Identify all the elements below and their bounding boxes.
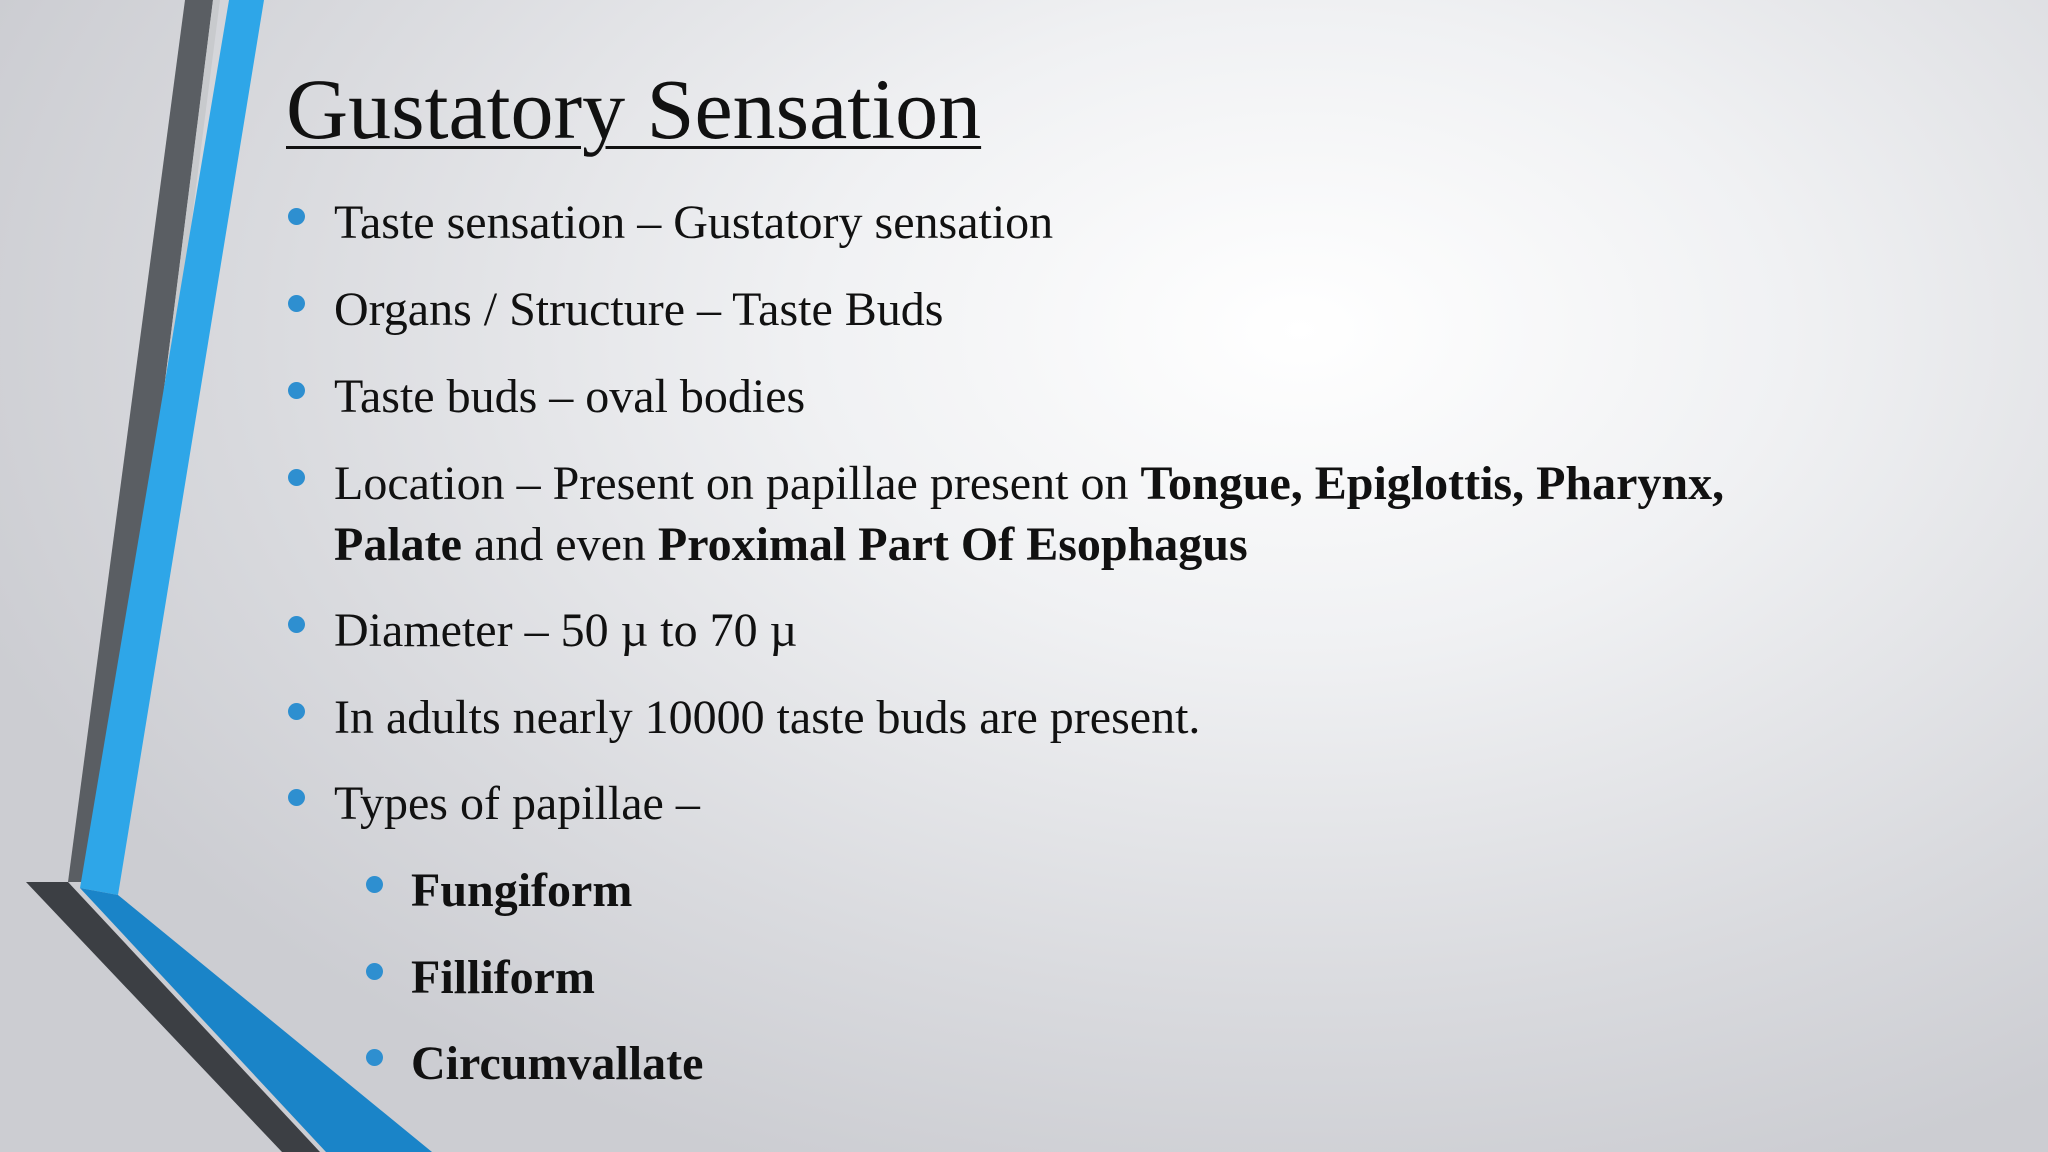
bullet-dot-icon — [366, 963, 383, 980]
bullet-item — [334, 687, 1200, 748]
bullet-bold-esophagus: Proximal Part Of Esophagus — [657, 518, 1248, 571]
sub-bullet-item — [411, 860, 632, 921]
sub-bullet-item — [411, 947, 595, 1008]
bullet-dot-icon — [288, 703, 305, 720]
bullet-dot-icon — [288, 616, 305, 633]
bullet-dot-icon — [366, 876, 383, 893]
bullet-dot-icon — [288, 469, 305, 486]
bullet-text: Types of papillae – — [334, 777, 700, 830]
bullet-dot-icon — [288, 382, 305, 399]
bullet-item — [334, 600, 797, 661]
bullet-item — [334, 366, 805, 427]
bullet-dot-icon — [288, 208, 305, 225]
bullet-item — [334, 192, 1053, 253]
bullet-dot-icon — [366, 1049, 383, 1066]
bullet-text-prefix: Location – Present on papillae present on — [334, 457, 1141, 510]
bullet-item-location — [334, 453, 1724, 575]
bullet-text: In adults nearly 10000 taste buds are present. — [334, 691, 1201, 744]
bullet-bold-organs: Tongue, Epiglottis, Pharynx, — [1140, 457, 1725, 510]
sub-bullet-text: Circumvallate — [411, 1037, 704, 1090]
bullet-text: Taste sensation – Gustatory sensation — [334, 196, 1054, 249]
bullet-text: Taste buds – oval bodies — [334, 370, 806, 423]
bullet-text-middle: and even — [461, 518, 658, 571]
sub-bullet-text: Filliform — [411, 951, 595, 1004]
bullet-text: Diameter – 50 µ to 70 µ — [334, 604, 798, 657]
dark-lower-stripe — [26, 882, 320, 1152]
bullet-dot-icon — [288, 295, 305, 312]
bullet-item — [334, 279, 943, 340]
bullet-bold-palate: Palate — [334, 518, 462, 571]
sub-bullet-text: Fungiform — [411, 864, 633, 917]
slide-title: Gustatory Sensation — [286, 61, 982, 157]
bullet-item — [334, 773, 700, 834]
bullet-dot-icon — [288, 789, 305, 806]
sub-bullet-item — [411, 1033, 703, 1094]
bullet-text: Organs / Structure – Taste Buds — [334, 283, 944, 336]
